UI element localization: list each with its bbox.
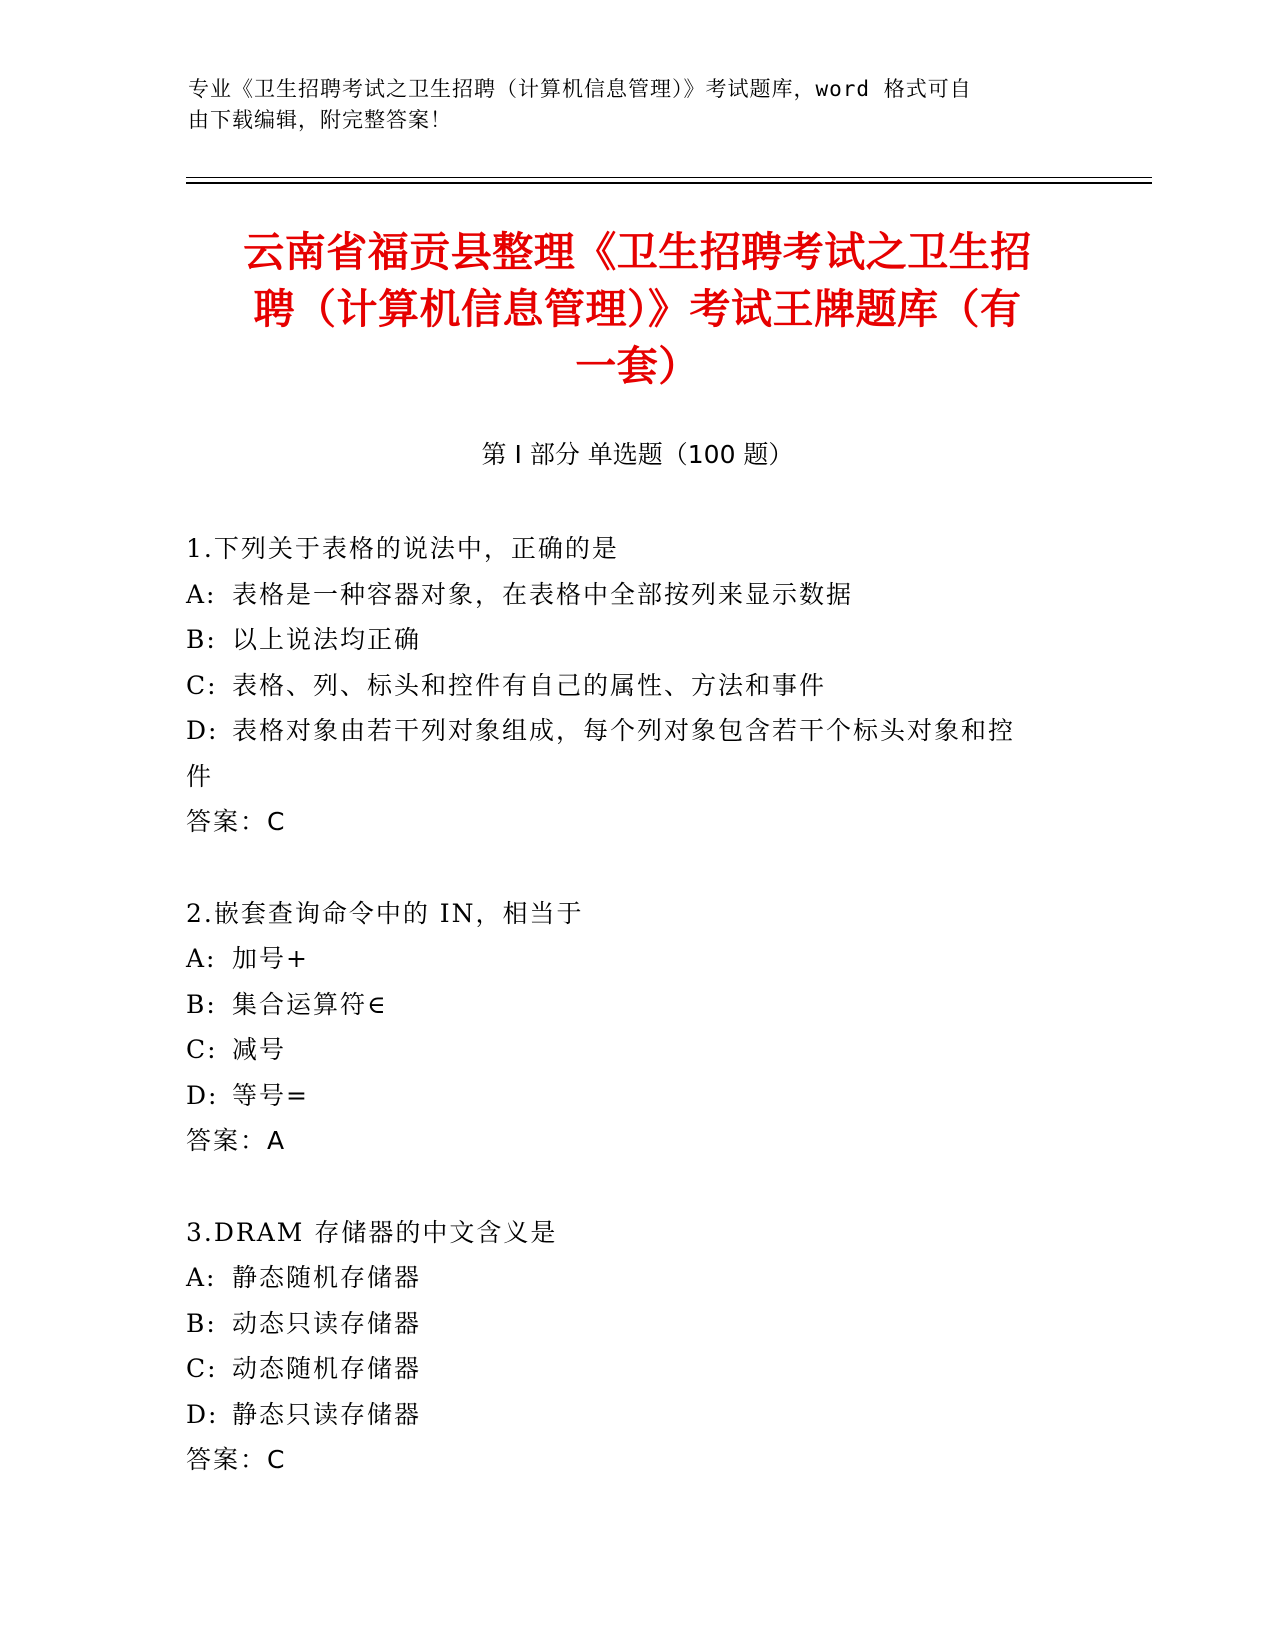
question-3 (186, 1210, 1066, 1483)
option-text-continuation: 件 (186, 761, 214, 791)
header-divider-thick (186, 182, 1152, 184)
header-note (188, 74, 1068, 136)
option-letter: C: (186, 1354, 218, 1383)
answer-key: 答案：C (186, 1445, 287, 1474)
option-text: 静态只读存储器 (232, 1399, 422, 1429)
option-b (186, 617, 1066, 663)
option-letter: A: (186, 944, 217, 973)
option-letter: C: (186, 670, 218, 700)
option-letter: D: (186, 1399, 219, 1429)
option-d (186, 1392, 1066, 1438)
option-d (186, 1073, 1066, 1119)
option-c (186, 1027, 1066, 1073)
option-b (186, 982, 1066, 1028)
option-c (186, 1346, 1066, 1392)
section-heading: 第 I 部分 单选题（100 题） (481, 440, 794, 469)
option-text: 表格是一种容器对象，在表格中全部按列来显示数据 (232, 579, 854, 609)
document-title (160, 224, 1115, 395)
option-c (186, 663, 1066, 709)
option-letter: B: (186, 625, 217, 654)
option-letter: B: (186, 1308, 217, 1338)
option-letter: D: (186, 716, 219, 745)
option-b (186, 1301, 1066, 1347)
option-letter: D: (186, 1080, 219, 1110)
header-divider-thin (186, 177, 1152, 178)
option-text: 等号= (232, 1080, 309, 1110)
document-title-line-2: 聘（计算机信息管理）》考试王牌题库（有 (253, 285, 1022, 333)
option-text: 表格、列、标头和控件有自己的属性、方法和事件 (232, 670, 827, 700)
option-text: 以上说法均正确 (232, 625, 422, 654)
header-note-line-2: 由下载编辑，附完整答案！ (188, 108, 452, 132)
question-list (186, 526, 1066, 1529)
option-d (186, 708, 1066, 799)
option-a (186, 572, 1066, 618)
answer-key: 答案：C (186, 807, 287, 836)
option-letter: A: (186, 1263, 217, 1292)
question-stem: 3.DRAM 存储器的中文含义是 (186, 1217, 558, 1247)
option-text: 动态只读存储器 (232, 1308, 422, 1338)
document-title-line-3: 一套） (575, 342, 700, 390)
option-text: 加号+ (232, 944, 309, 973)
option-text: 动态随机存储器 (232, 1354, 422, 1383)
question-stem: 1.下列关于表格的说法中，正确的是 (186, 534, 619, 563)
option-text: 表格对象由若干列对象组成，每个列对象包含若干个标头对象和控 (232, 716, 1016, 745)
question-stem: 2.嵌套查询命令中的 IN，相当于 (186, 898, 584, 928)
option-text: 减号 (232, 1035, 287, 1064)
option-letter: C: (186, 1035, 218, 1064)
option-letter: B: (186, 989, 217, 1019)
option-letter: A: (186, 579, 217, 609)
document-title-line-1: 云南省福贡县整理《卫生招聘考试之卫生招 (243, 228, 1032, 276)
option-a (186, 1255, 1066, 1301)
question-2 (186, 891, 1066, 1164)
option-a (186, 936, 1066, 982)
question-1 (186, 526, 1066, 845)
option-text: 静态随机存储器 (232, 1263, 422, 1292)
answer-key: 答案：A (186, 1126, 287, 1155)
option-text: 集合运算符∈ (232, 989, 388, 1019)
header-note-line-1: 专业《卫生招聘考试之卫生招聘（计算机信息管理）》考试题库，word 格式可自 (188, 77, 972, 101)
